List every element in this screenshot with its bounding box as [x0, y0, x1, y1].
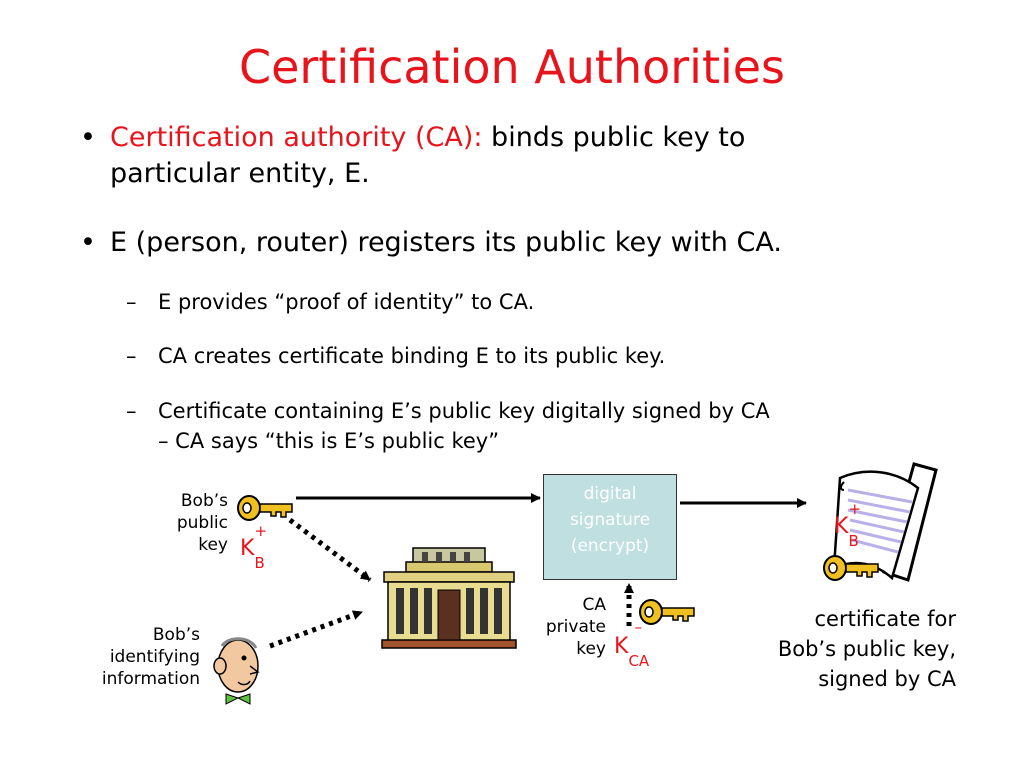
signature-line: signature — [569, 510, 651, 530]
key-subscript: B — [254, 554, 265, 573]
slide-title: Certification Authorities — [238, 40, 786, 94]
subbullet-mark: – — [126, 344, 137, 368]
ca-private-key-label — [520, 594, 606, 660]
building-icon — [378, 540, 520, 650]
subbullet-text: E provides “proof of identity” to CA. — [158, 290, 535, 314]
bob-public-key-symbol — [240, 522, 268, 573]
label-line: key — [576, 639, 606, 659]
bullet-lead: Certification authority (CA): — [110, 122, 483, 153]
label-line: public — [176, 513, 228, 533]
label-line: private — [545, 617, 606, 637]
subbullet-text: CA creates certificate binding E to its public key. — [158, 344, 666, 368]
dotted-arrow-key-to-ca — [290, 520, 370, 580]
label-line: CA — [582, 595, 606, 615]
key-superscript: + — [848, 500, 862, 518]
bullet-text: E (person, router) registers its public key with CA. — [110, 227, 782, 258]
digital-signature-box — [543, 474, 677, 580]
bob-public-key-label — [138, 490, 228, 556]
key-letter: K — [614, 634, 629, 659]
key-letter: K — [834, 514, 849, 539]
key-superscript: + — [254, 522, 268, 540]
bob-identifying-info-label — [60, 624, 200, 690]
key-superscript: – — [634, 618, 642, 636]
label-line: information — [101, 669, 200, 689]
key-icon — [822, 552, 880, 584]
ca-private-key-symbol — [614, 618, 650, 671]
dotted-arrow-id-to-ca — [270, 612, 362, 646]
bullet-mark: • — [80, 227, 96, 258]
caption-line: signed by CA — [818, 667, 956, 691]
key-subscript: B — [848, 532, 859, 551]
caption-line: Bob’s public key, — [777, 637, 956, 661]
certificate-public-key-symbol — [834, 500, 862, 551]
certificate-caption — [700, 604, 956, 694]
signature-line: digital — [583, 484, 637, 504]
label-line: Bob’s — [180, 491, 228, 511]
bullet-mark: • — [80, 122, 96, 153]
subbullet-text-line2: – CA says “this is E’s public key” — [158, 429, 500, 453]
key-subscript: CA — [628, 652, 650, 671]
bullet-text-line2: particular entity, E. — [110, 158, 370, 189]
caption-line: certificate for — [814, 607, 956, 631]
key-icon — [638, 596, 696, 628]
label-line: key — [198, 535, 228, 555]
subbullet-mark: – — [126, 399, 137, 423]
label-line: identifying — [109, 647, 200, 667]
key-icon — [236, 492, 294, 524]
subbullet-text: Certificate containing E’s public key digitally signed by CA — [158, 399, 770, 423]
signature-line: (encrypt) — [570, 536, 650, 556]
person-icon — [204, 632, 266, 706]
bullet-text: binds public key to — [482, 122, 746, 153]
subbullet-mark: – — [126, 290, 137, 314]
key-letter: K — [240, 536, 255, 561]
label-line: Bob’s — [152, 625, 200, 645]
